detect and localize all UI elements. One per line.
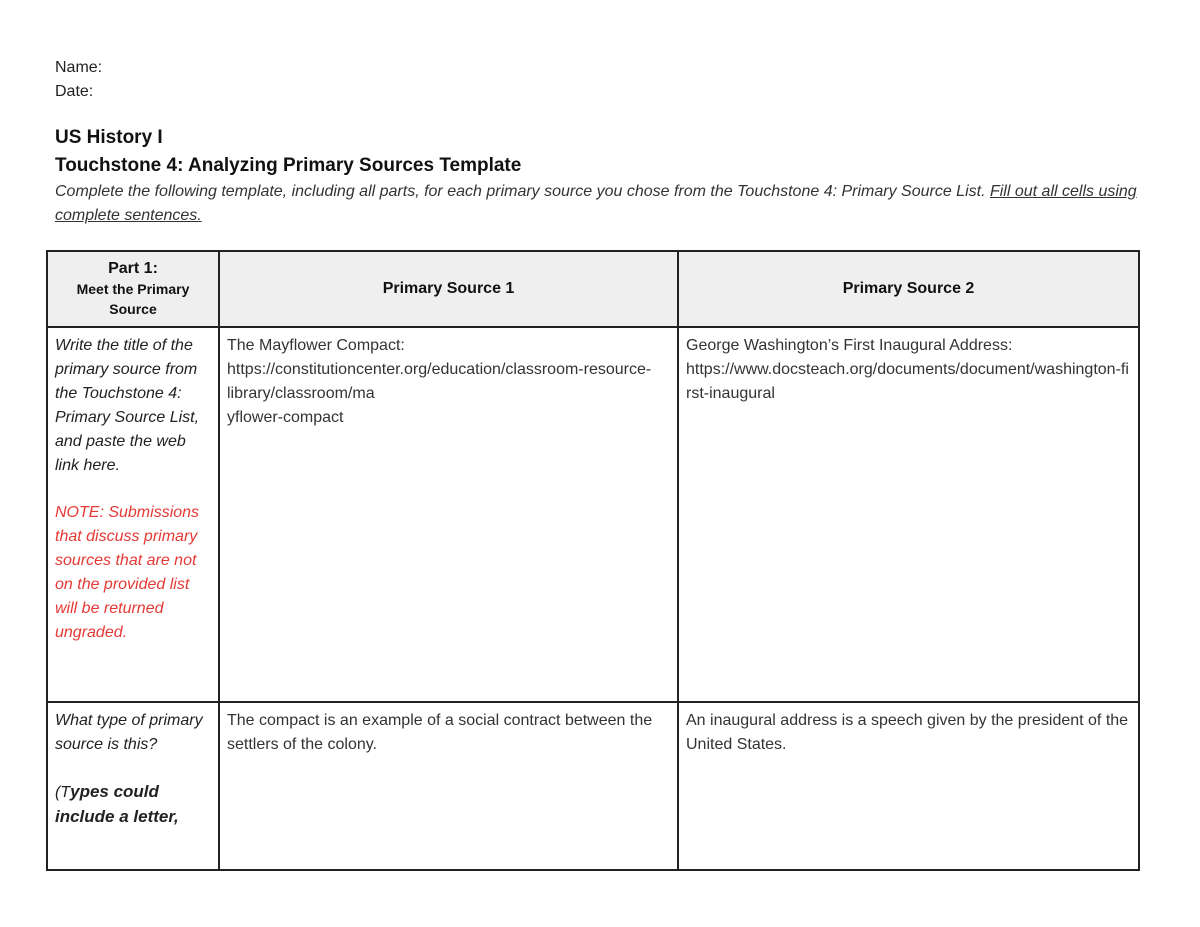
part-subtitle: Meet the Primary Source (76, 281, 190, 317)
part-header-cell (47, 251, 219, 327)
hint-prefix: (T (55, 784, 71, 801)
part-title: Part 1: (108, 260, 158, 277)
source-2-answer-cell[interactable] (678, 702, 1139, 870)
source-1-answer-cell[interactable] (219, 702, 678, 870)
date-label: Date: (55, 83, 94, 100)
hint-text (55, 780, 211, 830)
instructions-text: Complete the following template, including all parts, for each primary source you chose from the Touchstone 4: Primary Source List. (55, 183, 990, 200)
question-cell (47, 327, 219, 702)
document-title (55, 124, 521, 180)
source-1-answer: The Mayflower Compact: https://constitutioncenter.org/education/classroom-resource-library/classroom/ma yflower-compact (227, 337, 652, 426)
assignment-title: Touchstone 4: Analyzing Primary Sources Template (55, 155, 522, 176)
table-row (47, 327, 1139, 702)
note-text: NOTE: Submissions that discuss primary sources that are not on the provided list will be returned ungraded. (55, 504, 200, 641)
question-text: Write the title of the primary source from the Touchstone 4: Primary Source List, and paste the web link here. (55, 337, 200, 474)
primary-source-1-header: Primary Source 1 (219, 251, 678, 327)
table-header-row (47, 251, 1139, 327)
name-label: Name: (55, 59, 103, 76)
table-row (47, 702, 1139, 870)
course-title: US History I (55, 127, 163, 148)
instructions (55, 180, 1150, 228)
primary-source-2-header: Primary Source 2 (678, 251, 1139, 327)
source-2-answer: An inaugural address is a speech given by the president of the United States. (686, 712, 1129, 753)
source-1-answer-cell[interactable] (219, 327, 678, 702)
hint-bold: ypes could include a letter, (55, 782, 179, 826)
question-text: What type of primary source is this? (55, 712, 203, 753)
question-cell (47, 702, 219, 870)
student-info (55, 56, 102, 104)
source-1-answer: The compact is an example of a social contract between the settlers of the colony. (227, 712, 653, 753)
instructions-underlined: Fill out all cells using complete sentences. (55, 183, 1137, 224)
source-2-answer: George Washington’s First Inaugural Address: https://www.docsteach.org/documents/document/washington-first-inaugural (686, 337, 1129, 402)
primary-source-template-table (46, 250, 1140, 871)
source-2-answer-cell[interactable] (678, 327, 1139, 702)
